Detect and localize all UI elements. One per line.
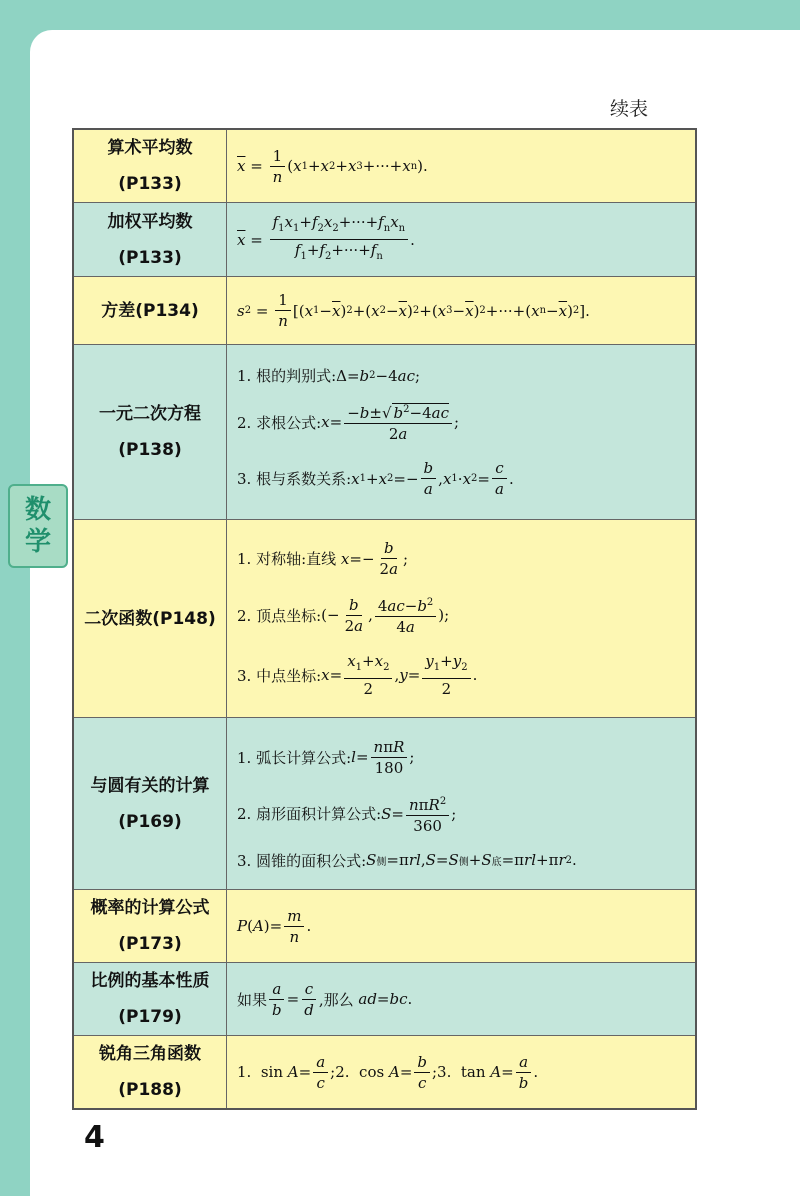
formula-proportion: 如果 $\frac{a}{b}$ = $\frac{c}{d}$ ,那么 ad = bc . <box>237 979 413 1019</box>
table-row <box>73 129 696 203</box>
formula-cell <box>227 520 697 718</box>
table-row <box>73 277 696 345</box>
formula-axis-of-symmetry: 1. 对称轴:直线 x =− $\frac{b}{2a}$ ; <box>237 539 409 578</box>
formula-cell <box>227 1036 697 1110</box>
page-number: 4 <box>84 1120 105 1155</box>
subject-tab <box>8 484 68 568</box>
formula-table <box>72 128 697 1110</box>
formula-probability: P ( A )= $\frac{m}{n}$ . <box>237 906 312 946</box>
formula-cell <box>227 718 697 890</box>
formula-quadratic-root: 2. 求根公式: x = $\frac{-b\pm√ b^2-4ac}{2a}$ ; <box>237 400 695 444</box>
continued-label: 续表 <box>610 98 649 120</box>
table-row <box>73 203 696 277</box>
row-label: 锐角三角函数 (P188) <box>73 1036 227 1110</box>
formula-cell <box>227 277 697 345</box>
table-row <box>73 345 696 520</box>
row-label: 二次函数(P148) <box>73 520 227 718</box>
subject-tab-char-2: 学 <box>24 527 51 557</box>
formula-sector-area: 2. 扇形面积计算公式: S = $\frac{n\pi R^2}{360}$ ; <box>237 792 695 836</box>
table-row <box>73 718 696 890</box>
formula-vertex: 2. 顶点坐标: (− $\frac{b}{2a}$ , $\frac{4ac-b^2}{4a}$ ); <box>237 593 695 637</box>
formula-discriminant: 1. 根的判别式: Δ= b 2 −4 ac ; <box>237 366 421 385</box>
formula-weighted-mean: $\overline{x}$ = $\frac{f_1x_1+f_2x_2+\cdot\cdot\cdot+f_nx_n}{f_1+f_2+\cdot\cdot\cdot+f_n}$ . <box>237 213 415 262</box>
table-row <box>73 890 696 963</box>
row-label: 比例的基本性质 (P179) <box>73 963 227 1036</box>
row-label: 一元二次方程 (P138) <box>73 345 227 520</box>
formula-arithmetic-mean: $\overline{x}$ = $\frac{1}{n}$ ( x 1 + x 2 + x 3 +···+ x n ). <box>237 146 428 186</box>
formula-cell <box>227 963 697 1036</box>
formula-cone-area: 3. 圆锥的面积公式: S 侧 =π rl , S = S 侧 + S 底 =π rl +π r 2 . <box>237 851 577 870</box>
formula-cell <box>227 890 697 963</box>
formula-cell <box>227 345 697 520</box>
row-label: 加权平均数 (P133) <box>73 203 227 277</box>
formula-trig: 1. sin A = $\frac{a}{c}$ ;2. cos A = $\frac{b}{c}$ ;3. tan A = $\frac{a}{b}$ . <box>237 1052 539 1092</box>
table-row <box>73 1036 696 1110</box>
formula-cell <box>227 129 697 203</box>
row-label: 概率的计算公式 (P173) <box>73 890 227 963</box>
formula-variance: s 2 = $\frac{1}{n}$ [( x 1 − $\overline{x}$ ) 2 +( x 2 − $\overline{x}$ ) 2 +( x 3 − $\overline{x}$ ) 2 +···+( x n − $\overline{x}$ ) 2 ]. <box>237 291 590 330</box>
formula-arc-length: 1. 弧长计算公式: l = $\frac{\text{nπR}}{180}$ ; <box>237 737 415 777</box>
formula-vieta: 3. 根与系数关系: x 1 + x 2 =− $\frac{b}{a}$ , x 1 · x 2 = $\frac{c}{a}$ . <box>237 459 514 498</box>
subject-tab-char-1: 数 <box>24 495 51 525</box>
table-row <box>73 963 696 1036</box>
formula-cell <box>227 203 697 277</box>
table-row <box>73 520 696 718</box>
row-label: 算术平均数 (P133) <box>73 129 227 203</box>
row-label: 与圆有关的计算 (P169) <box>73 718 227 890</box>
row-label: 方差(P134) <box>73 277 227 345</box>
formula-midpoint: 3. 中点坐标: x = $\frac{x_1+x_2}{2}$ , y = $\frac{y_1+y_2}{2}$ . <box>237 652 478 698</box>
